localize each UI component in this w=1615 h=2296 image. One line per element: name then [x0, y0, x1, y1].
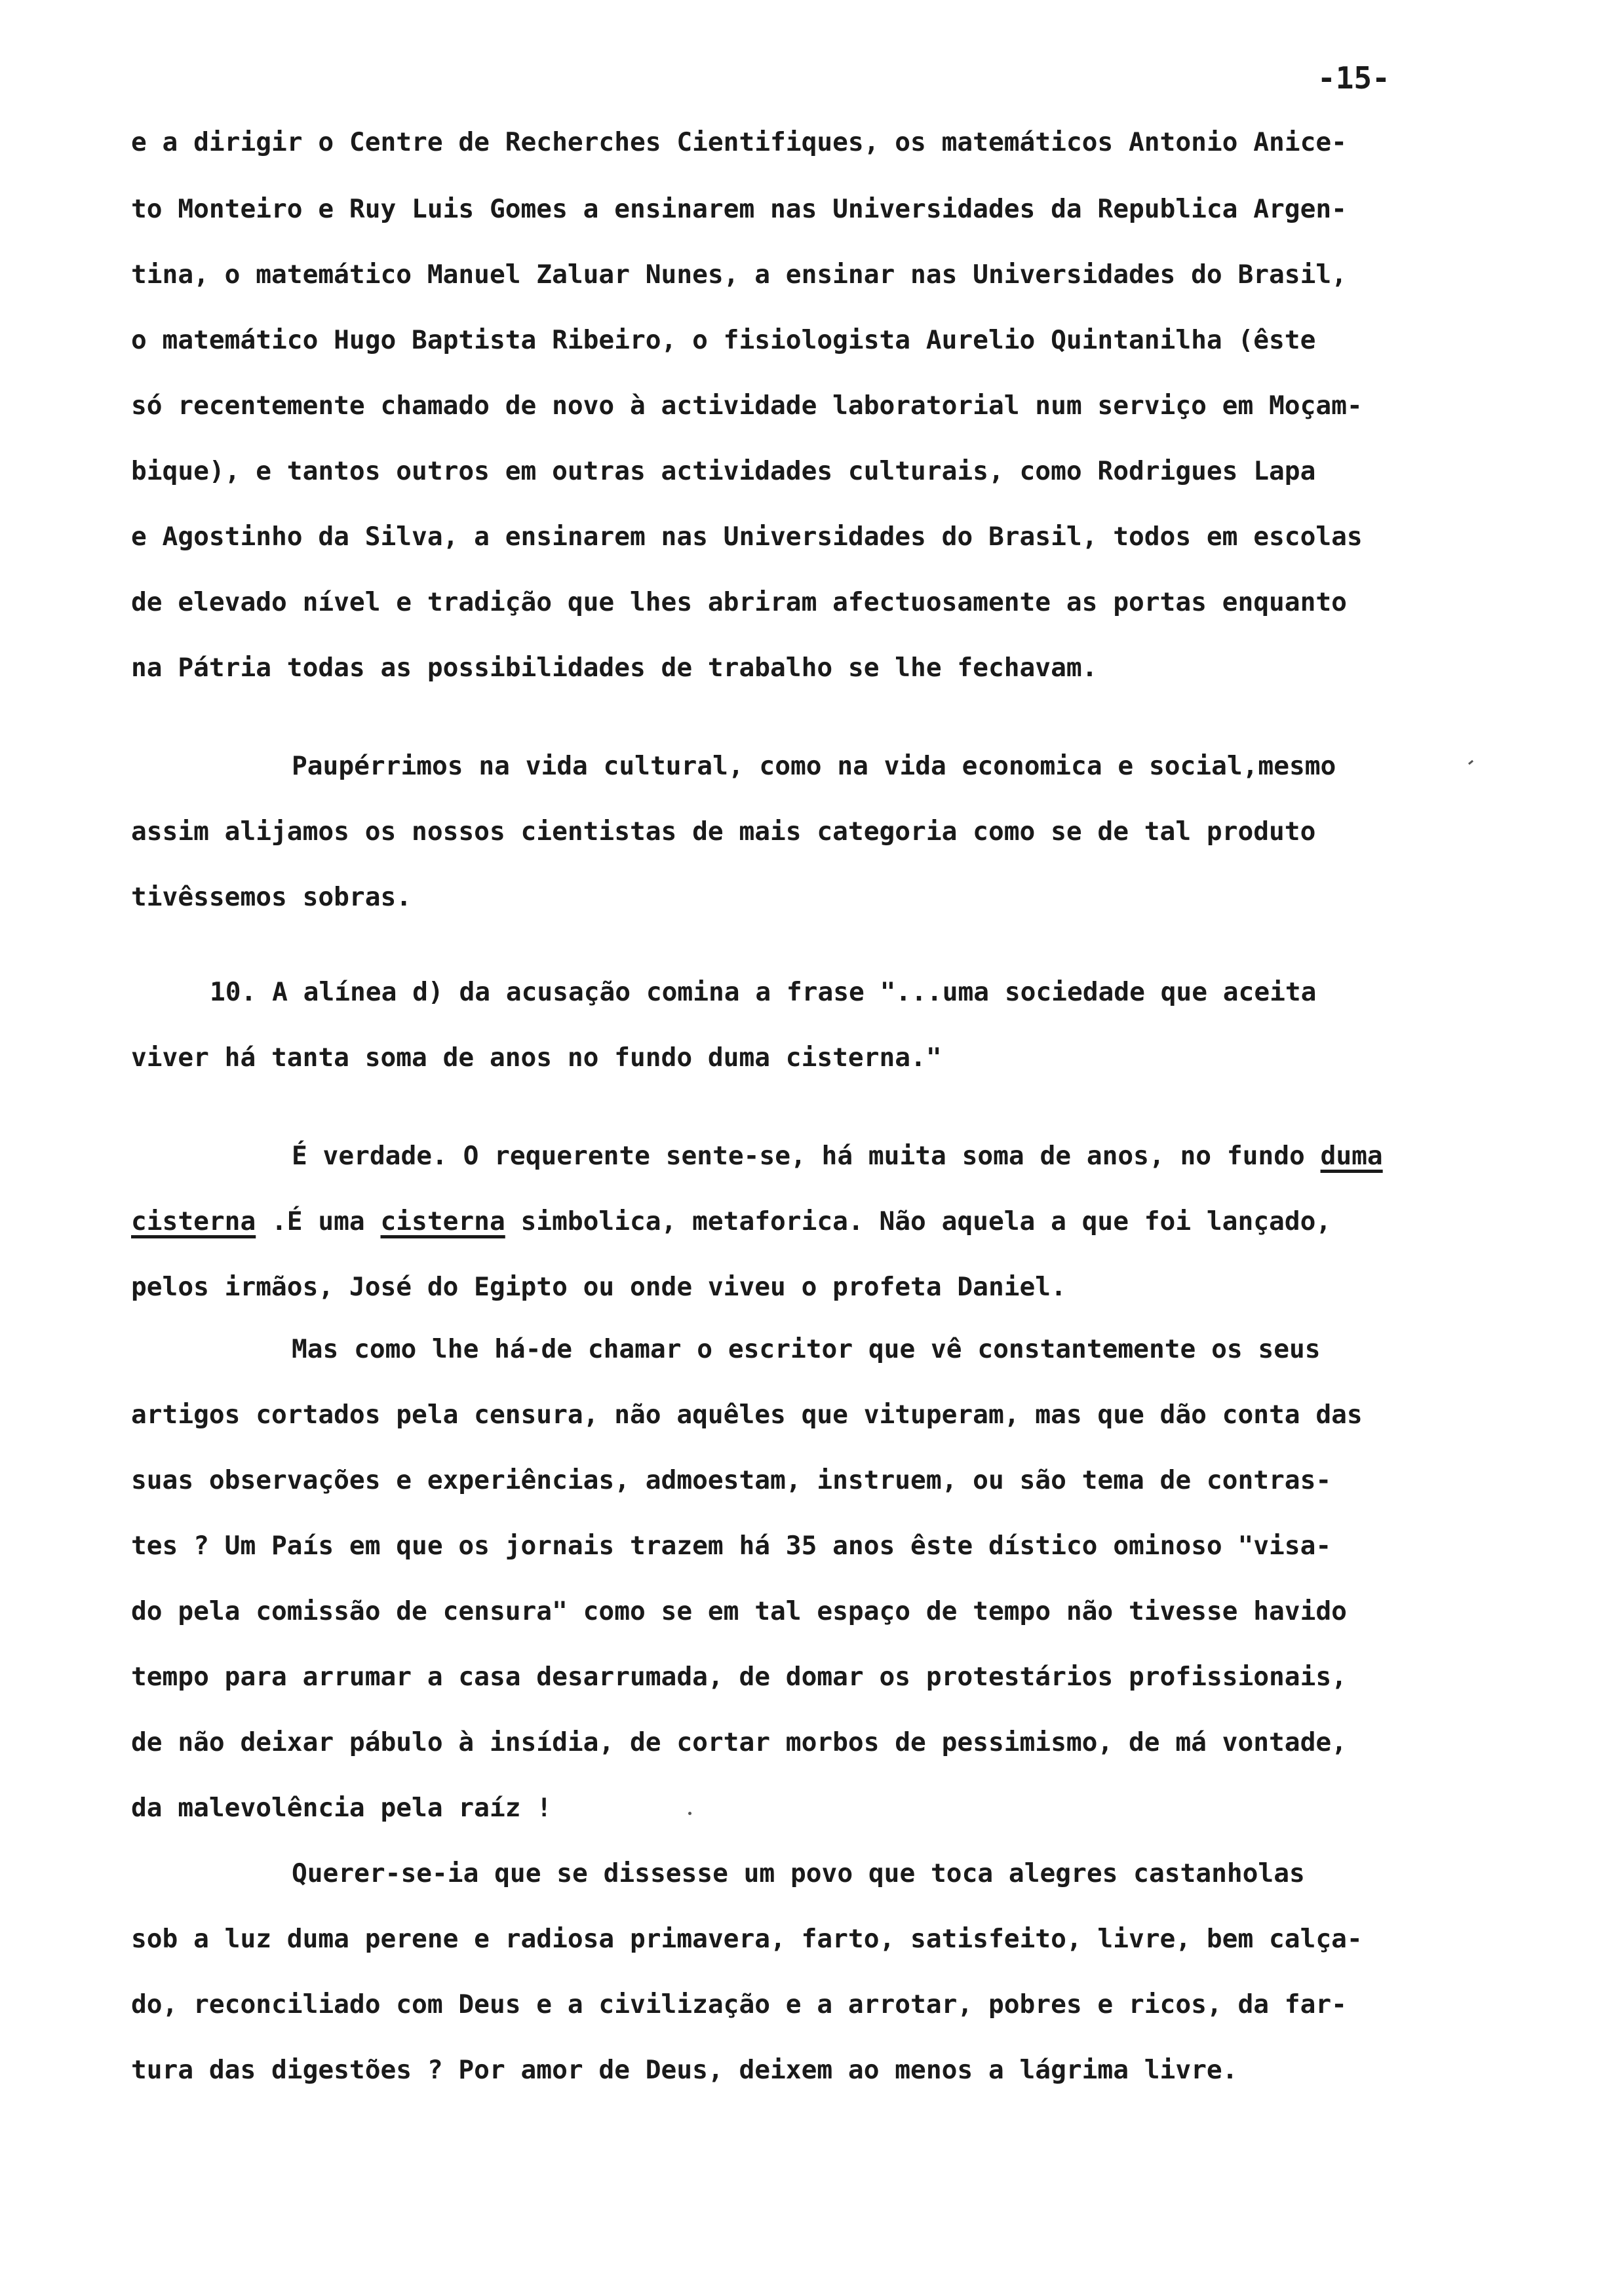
text-line: 10. A alínea d) da acusação comina a frase "...uma sociedade que aceita: [210, 977, 1317, 1007]
text-line: pelos irmãos, José do Egipto ou onde viveu o profeta Daniel.: [131, 1272, 1066, 1302]
underlined-text: cisterna: [131, 1206, 256, 1236]
text-segment: É verdade. O requerente sente-se, há muita soma de anos, no fundo: [292, 1141, 1305, 1171]
text-line: e a dirigir o Centre de Recherches Cientifiques, os matemáticos Antonio Anice-: [131, 127, 1347, 157]
text-line: sob a luz duma perene e radiosa primavera, farto, satisfeito, livre, bem calça-: [131, 1924, 1363, 1954]
text-line: Mas como lhe há-de chamar o escritor que vê constantemente os seus: [292, 1334, 1321, 1364]
text-line: da malevolência pela raíz !: [131, 1793, 553, 1823]
text-line: só recentemente chamado de novo à actividade laboratorial num serviço em Moçam-: [131, 391, 1363, 421]
text-line: de elevado nível e tradição que lhes abriram afectuosamente as portas enquanto: [131, 587, 1347, 617]
text-line: [131, 1206, 1332, 1236]
text-line: viver há tanta soma de anos no fundo duma cisterna.": [131, 1043, 942, 1073]
text-line: do pela comissão de censura" como se em tal espaço de tempo não tivesse havido: [131, 1596, 1347, 1626]
text-line: to Monteiro e Ruy Luis Gomes a ensinarem nas Universidades da Republica Argen-: [131, 194, 1347, 224]
text-line: o matemático Hugo Baptista Ribeiro, o fisiologista Aurelio Quintanilha (êste: [131, 325, 1316, 355]
text-line: do, reconciliado com Deus e a civilização e a arrotar, pobres e ricos, da far-: [131, 1989, 1347, 2019]
text-line: na Pátria todas as possibilidades de trabalho se lhe fechavam.: [131, 653, 1098, 683]
text-line: assim alijamos os nossos cientistas de mais categoria como se de tal produto: [131, 816, 1316, 847]
text-line: tina, o matemático Manuel Zaluar Nunes, a ensinar nas Universidades do Brasil,: [131, 259, 1347, 290]
text-segment: simbolica, metaforica. Não aquela a que foi lançado,: [520, 1206, 1332, 1236]
text-line: artigos cortados pela censura, não aquêles que vituperam, mas que dão conta das: [131, 1400, 1363, 1430]
text-line: Paupérrimos na vida cultural, como na vida economica e social,mesmo: [292, 751, 1336, 781]
scan-speck: [688, 1812, 691, 1815]
underlined-text: cisterna: [380, 1206, 505, 1236]
text-line: tivêssemos sobras.: [131, 882, 412, 912]
text-line: bique), e tantos outros em outras actividades culturais, como Rodrigues Lapa: [131, 456, 1316, 486]
text-line: de não deixar pábulo à insídia, de cortar morbos de pessimismo, de má vontade,: [131, 1727, 1347, 1757]
text-line: [292, 1143, 1383, 1170]
text-line: tura das digestões ? Por amor de Deus, deixem ao menos a lágrima livre.: [131, 2055, 1238, 2085]
text-line: e Agostinho da Silva, a ensinarem nas Universidades do Brasil, todos em escolas: [131, 522, 1363, 552]
text-line: Querer-se-ia que se dissesse um povo que toca alegres castanholas: [292, 1858, 1305, 1888]
underlined-text: duma: [1320, 1141, 1383, 1171]
page-number: -15-: [1317, 60, 1390, 96]
text-line: tes ? Um País em que os jornais trazem há 35 anos êste dístico ominoso "visa-: [131, 1531, 1332, 1561]
text-line: suas observações e experiências, admoestam, instruem, ou são tema de contras-: [131, 1465, 1332, 1495]
text-line: tempo para arrumar a casa desarrumada, de domar os protestários profissionais,: [131, 1662, 1347, 1692]
text-segment: .É uma: [271, 1206, 365, 1236]
scan-speck: [1468, 760, 1473, 765]
